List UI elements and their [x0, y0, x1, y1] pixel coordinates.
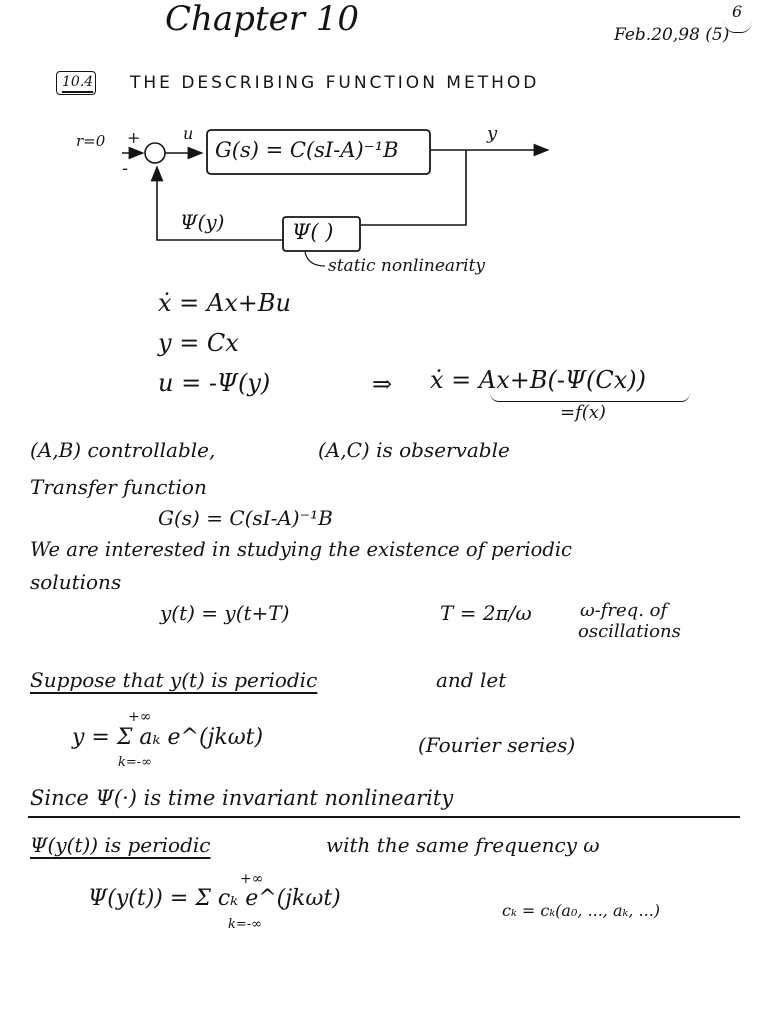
psi-periodic-rest: with the same frequency ω: [326, 833, 600, 857]
section-number: 10.4: [62, 74, 94, 90]
implies-arrow: ⇒: [372, 370, 393, 398]
summing-junction: [145, 143, 165, 163]
input-signal-label: u: [183, 124, 194, 143]
periodic-equation: y(t) = y(t+T): [160, 601, 290, 625]
fourier-sum-upper: +∞: [128, 709, 152, 725]
since-underline: [28, 816, 740, 818]
interest-line-1: We are interested in studying the existence of periodic: [30, 538, 572, 561]
feedback-law: u = -Ψ(y): [158, 369, 271, 397]
output-signal-label: y: [487, 123, 498, 144]
since-line: Since Ψ(·) is time invariant nonlinearity: [30, 786, 454, 810]
fourier-note: (Fourier series): [418, 733, 576, 757]
frequency-note-line-2: oscillations: [578, 621, 681, 642]
frequency-note-line-1: ω-freq. of: [580, 600, 668, 621]
closed-loop-brace-label: =f(x): [560, 402, 606, 423]
psi-series-equation: Ψ(y(t)) = Σ cₖ e^(jkωt): [88, 886, 341, 911]
output-equation: y = Cx: [158, 329, 239, 357]
plant-label: G(s) = C(sI-A)⁻¹B: [215, 138, 399, 162]
controllability-text: (A,B) controllable,: [30, 438, 216, 462]
nonlinearity-note: static nonlinearity: [328, 256, 486, 276]
suppose-rest: and let: [436, 668, 507, 692]
suppose-underlined: Suppose that y(t) is periodic: [30, 668, 318, 692]
fourier-equation: y = Σ aₖ e^(jkωt): [72, 725, 264, 750]
psi-sum-upper: +∞: [240, 871, 264, 887]
coefficient-equation: cₖ = cₖ(a₀, ..., aₖ, ...): [502, 901, 661, 920]
observability-text: (A,C) is observable: [318, 438, 510, 462]
transfer-equation: G(s) = C(sI-A)⁻¹B: [158, 506, 333, 530]
feedback-signal-label: Ψ(y): [180, 210, 225, 234]
minus-sign: -: [122, 158, 129, 179]
section-title: THE DESCRIBING FUNCTION METHOD: [130, 73, 540, 93]
nonlinearity-label: Ψ( ): [292, 220, 334, 244]
psi-sum-lower: k=-∞: [228, 917, 262, 932]
reference-input-label: r=0: [76, 132, 106, 150]
state-equation: ẋ = Ax+Bu: [158, 289, 291, 317]
interest-line-2: solutions: [30, 570, 122, 594]
date-label: Feb.20,98 (5): [614, 25, 730, 45]
period-equation: T = 2π/ω: [440, 601, 532, 625]
closed-loop-brace: [490, 393, 690, 402]
plus-sign: +: [127, 128, 141, 147]
page-number: 6: [732, 2, 743, 21]
transfer-heading: Transfer function: [30, 475, 207, 499]
psi-periodic-underlined: Ψ(y(t)) is periodic: [30, 833, 211, 857]
closed-loop-equation: ẋ = Ax+B(-Ψ(Cx)): [430, 366, 647, 394]
note-pointer: [305, 252, 325, 266]
chapter-title: Chapter 10: [165, 0, 360, 39]
fourier-sum-lower: k=-∞: [118, 755, 152, 770]
